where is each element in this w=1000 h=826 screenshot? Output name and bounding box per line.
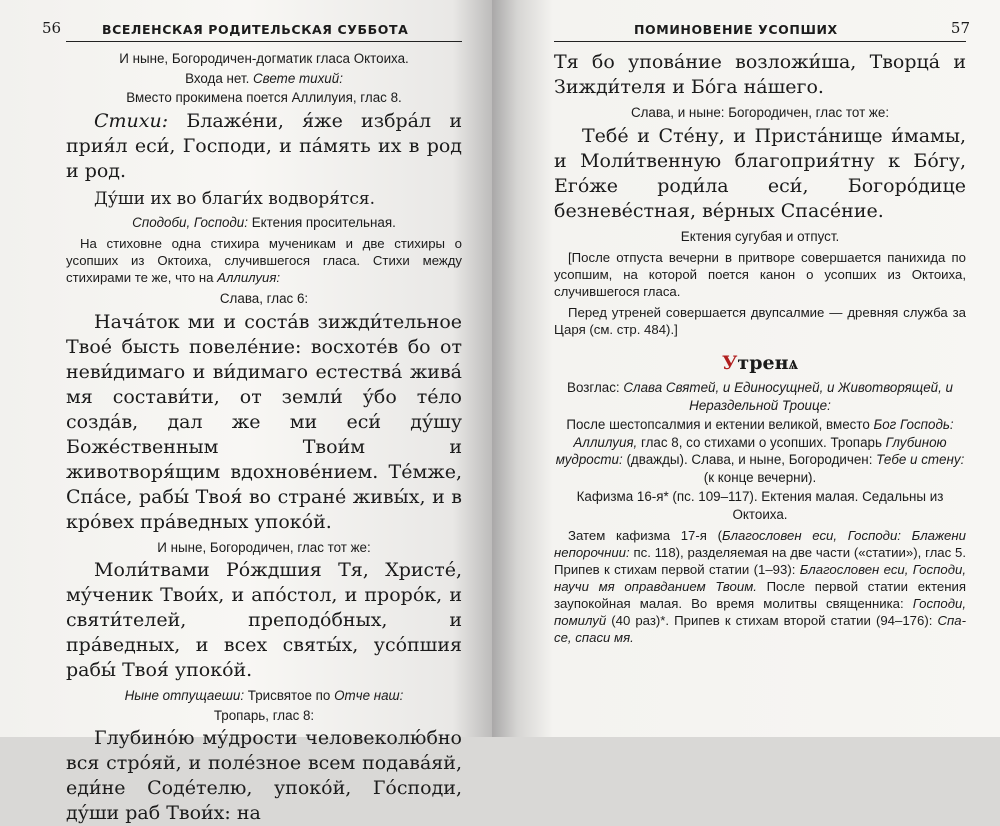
troparion-depth-wisdom: Глубино́ю му́дрости человеколю́бно вся стро́яй, и поле́зное всем подава́яй, еди́не Соде́телю, упоко́й, Го́споди, ду́ши раб Твои́х: на bbox=[66, 727, 462, 824]
rubric-litany-dismissal: Ектения сугубая и отпуст. bbox=[680, 228, 840, 244]
rubric-now-theotokion: И ныне, Богородичен, глас тот же: bbox=[157, 539, 371, 555]
verses-blessed: Стихи: Блаже́ни, я́же избра́л и прия́л еси́, Господи, и па́мять их в род и род. bbox=[66, 109, 462, 182]
rubric-glory-theotokion: Слава, и ныне: Богородичен, глас тот же: bbox=[630, 105, 890, 120]
right-page bbox=[492, 0, 1000, 737]
matins-heading: Утренѧ bbox=[722, 352, 798, 374]
troparion-continuation: Тя бо упова́ние возложи́ша, Творца́ и Зижди́теля и Бо́га на́шего. bbox=[554, 51, 966, 98]
rubric-nunc-dimittis: Ныне отпущаеши: Трисвятое по Отче наш: bbox=[124, 688, 404, 703]
right-page-number: 57 bbox=[950, 19, 970, 37]
hymn-prayers: Моли́твами Ро́ждшия Тя, Христе́, му́ченик Твои́х, и апо́стол, и проро́к, и святи́телей, преподо́бных, и пра́ведных, и всех святы́х, усо́пшия рабы́ Твоя́ упоко́й. bbox=[66, 559, 462, 681]
note-aposticha: На стиховне одна стихира мученикам и две стихиры о усопших из Октоиха, случившегося гласа. Стихи между стихирами те же, что на Аллилуия: bbox=[66, 236, 462, 285]
left-page-header bbox=[42, 0, 462, 42]
rubric-litany-supplication: Сподоби, Господи: Ектения просительная. bbox=[132, 214, 396, 230]
theotokion-wall: Тебе́ и Сте́ну, и Приста́нище и́мамы, и Моли́твенную благоприя́тну к Бо́гу, Его́же роди́ла еси́, Богоро́дице безневе́стная, ве́рных Спасе́ние. bbox=[554, 124, 966, 222]
verse-souls: Ду́ши их во благи́х водворя́тся. bbox=[94, 188, 376, 209]
rubric-kathisma-16: Кафизма 16-я* (пс. 109–117). Ектения малая. Седальны из Октоиха. bbox=[576, 489, 944, 522]
right-page-header bbox=[554, 0, 970, 42]
rubric-no-entrance: Входа нет. Свете тихий: bbox=[185, 70, 343, 86]
hymn-beginning: Нача́ток ми и соста́в зижди́тельное Твое́ бысть повеле́ние: восхоте́в бо от неви́димаго и ви́димаго естества́ жива́ мя состави́ти, от земли́ у́бо те́ло созда́в, дал же ми еси́ ду́шу Боже́ственным Твои́м и животворя́щим вдохнове́нием. Те́мже, Спа́се, рабы́ Твоя́ во стране́ живы́х, и в кро́вех пра́ведных упоко́й. bbox=[66, 310, 462, 533]
left-running-title: ВСЕЛЕНСКАЯ РОДИТЕЛЬСКАЯ СУББОТА bbox=[102, 22, 409, 37]
rubric-after-six-psalms: После шестопсалмия и ектении великой, вместо Бог Господь: Аллилуия, глас 8, со стихами о усопших. Тропарь Глубиною мудрости: (дважды). Слава, и ныне, Богородичен: Тебе и стену: (к конце вечерни). bbox=[555, 417, 965, 485]
left-page-number: 56 bbox=[42, 19, 62, 37]
note-panikhida: [После отпуста вечерни в притворе совершается панихида по усопшим, на которой поется канон о усопших из Октоиха, случившегося гласа. bbox=[554, 250, 966, 299]
note-kathisma-17: Затем кафизма 17-я (Благословен еси, Господи: Блажени непорочнии: пс. 118), разделяемая на две части («статии»), глас 5. Припев к стихам первой статии (1–93): Благословен еси, Господи, научи мя оправданием Твоим. После первой статии ектения заупокойная малая. Во время молитвы священника: Господи, помилуй (40 раз)*. Припев к стихам второй статии (94–176): Спасе, спаси мя. bbox=[554, 528, 966, 645]
right-running-title: ПОМИНОВЕНИЕ УСОПШИХ bbox=[634, 22, 838, 37]
rubric-troparion: Тропарь, глас 8: bbox=[213, 707, 315, 723]
rubric-alleluia: Вместо прокимена поется Аллилуия, глас 8. bbox=[126, 90, 402, 105]
rubric-theotokion-dogmatic: И ныне, Богородичен-догматик гласа Октоиха. bbox=[119, 51, 409, 66]
note-two-psalms: Перед утреней совершается двупсалмие — древняя служба за Царя (см. стр. 484).] bbox=[554, 305, 966, 337]
rubric-glory-tone-6: Слава, глас 6: bbox=[219, 291, 309, 306]
left-page bbox=[0, 0, 492, 824]
rubric-exclamation: Возглас: Слава Святей, и Единосущней, и Животворящей, и Нераздельной Троице: bbox=[567, 380, 953, 413]
